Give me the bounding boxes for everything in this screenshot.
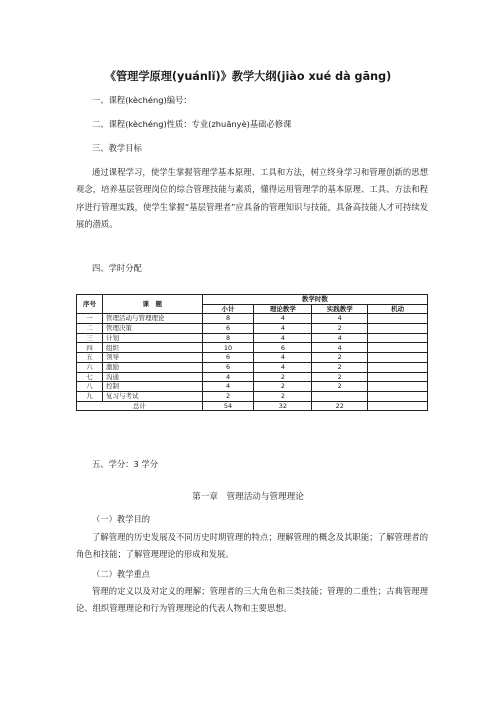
section-hour-allocation: 四、学时分配 [92, 263, 142, 273]
header-subtotal: 小计 [202, 304, 254, 314]
row-theory: 2 [254, 391, 312, 401]
row-subtotal: 8 [202, 314, 254, 324]
row-theory: 6 [254, 343, 312, 353]
row-flex [368, 362, 428, 372]
section-course-nature: 二、课程(kèchéng)性质：专业(zhuānyè)基础必修课 [92, 119, 292, 129]
row-flex [368, 382, 428, 392]
table-row [77, 391, 428, 401]
header-theory: 理论教学 [254, 304, 312, 314]
chapter-goal-heading: （一）教学目的 [92, 514, 151, 524]
row-subtotal: 6 [202, 324, 254, 334]
row-subtotal: 10 [202, 343, 254, 353]
row-index: 八 [77, 382, 103, 392]
total-practice: 22 [312, 401, 368, 411]
row-practice: 2 [312, 382, 368, 392]
row-flex [368, 353, 428, 363]
row-index: 二 [77, 324, 103, 334]
header-hours-group: 教学时数 [202, 295, 427, 305]
row-topic: 复习与考试 [102, 391, 202, 401]
header-flex: 机动 [368, 304, 428, 314]
row-practice [312, 391, 368, 401]
row-theory: 4 [254, 353, 312, 363]
section-teaching-goals: 三、教学目标 [92, 143, 142, 153]
row-subtotal: 6 [202, 362, 254, 372]
row-index: 九 [77, 391, 103, 401]
row-theory: 4 [254, 333, 312, 343]
row-flex [368, 333, 428, 343]
row-index: 三 [77, 333, 103, 343]
row-theory: 2 [254, 382, 312, 392]
row-theory: 4 [254, 362, 312, 372]
row-flex [368, 314, 428, 324]
table-row [77, 343, 428, 353]
row-practice: 2 [312, 372, 368, 382]
row-flex [368, 391, 428, 401]
total-label: 总计 [77, 401, 203, 411]
total-subtotal: 54 [202, 401, 254, 411]
chapter-goal-body: 了解管理的历史发展及不同历史时期管理的特点；理解管理的概念及其职能；了解管理者的角色和技能；了解管理理论的形成和发展。 [76, 532, 428, 560]
table-row [77, 362, 428, 372]
row-theory: 4 [254, 324, 312, 334]
teaching-goals-body: 通过课程学习，使学生掌握管理学基本原理、工具和方法，树立终身学习和管理创新的思想观念，培养基层管理岗位的综合管理技能与素质，懂得运用管理学的基本原理、工具、方法和程序进行管理实践，使学生掌握“基层管理者”应具备的管理知识与技能，具备高技能人才可持续发展的潜质。 [76, 167, 428, 230]
row-index: 六 [77, 362, 103, 372]
row-practice: 2 [312, 362, 368, 372]
hour-allocation-table [76, 294, 428, 411]
row-theory: 2 [254, 372, 312, 382]
row-topic: 管理决策 [102, 324, 202, 334]
row-practice: 4 [312, 314, 368, 324]
row-topic: 组织 [102, 343, 202, 353]
header-practice: 实践教学 [312, 304, 368, 314]
row-flex [368, 343, 428, 353]
document-title: 《管理学原理(yuánlǐ)》教学大纲(jiào xué dà gāng) [104, 70, 392, 83]
row-topic: 控制 [102, 382, 202, 392]
row-topic: 领导 [102, 353, 202, 363]
table-row [77, 314, 428, 324]
row-subtotal: 8 [202, 333, 254, 343]
row-subtotal: 4 [202, 382, 254, 392]
chapter-key-heading: （二）教学重点 [92, 569, 151, 579]
row-topic: 沟通 [102, 372, 202, 382]
total-theory: 32 [254, 401, 312, 411]
total-flex [368, 401, 428, 411]
row-flex [368, 324, 428, 334]
row-subtotal: 4 [202, 372, 254, 382]
row-topic: 计划 [102, 333, 202, 343]
row-index: 七 [77, 372, 103, 382]
table-row [77, 324, 428, 334]
row-index: 四 [77, 343, 103, 353]
table-row [77, 353, 428, 363]
header-index: 序号 [77, 295, 103, 314]
row-practice: 4 [312, 343, 368, 353]
chapter-title: 第一章 管理活动与管理理论 [192, 492, 304, 502]
row-topic: 管理活动与管理理论 [102, 314, 202, 324]
table-header-row [77, 295, 428, 305]
row-topic: 激励 [102, 362, 202, 372]
section-course-code: 一、课程(kèchéng)编号： [92, 95, 192, 105]
row-subtotal: 2 [202, 391, 254, 401]
table-total-row [77, 401, 428, 411]
table-row [77, 382, 428, 392]
row-theory: 4 [254, 314, 312, 324]
table-row [77, 372, 428, 382]
section-credits: 五、学分：3 学分 [92, 459, 158, 469]
row-index: 一 [77, 314, 103, 324]
header-topic: 课 题 [102, 295, 202, 314]
row-practice: 2 [312, 324, 368, 334]
table-row [77, 333, 428, 343]
chapter-key-body: 管理的定义以及对定义的理解；管理者的三大角色和三类技能；管理的二重性；古典管理理论、组织管理理论和行为管理理论的代表人物和主要思想。 [76, 586, 428, 614]
row-subtotal: 6 [202, 353, 254, 363]
row-index: 五 [77, 353, 103, 363]
row-practice: 2 [312, 353, 368, 363]
row-flex [368, 372, 428, 382]
row-practice: 4 [312, 333, 368, 343]
